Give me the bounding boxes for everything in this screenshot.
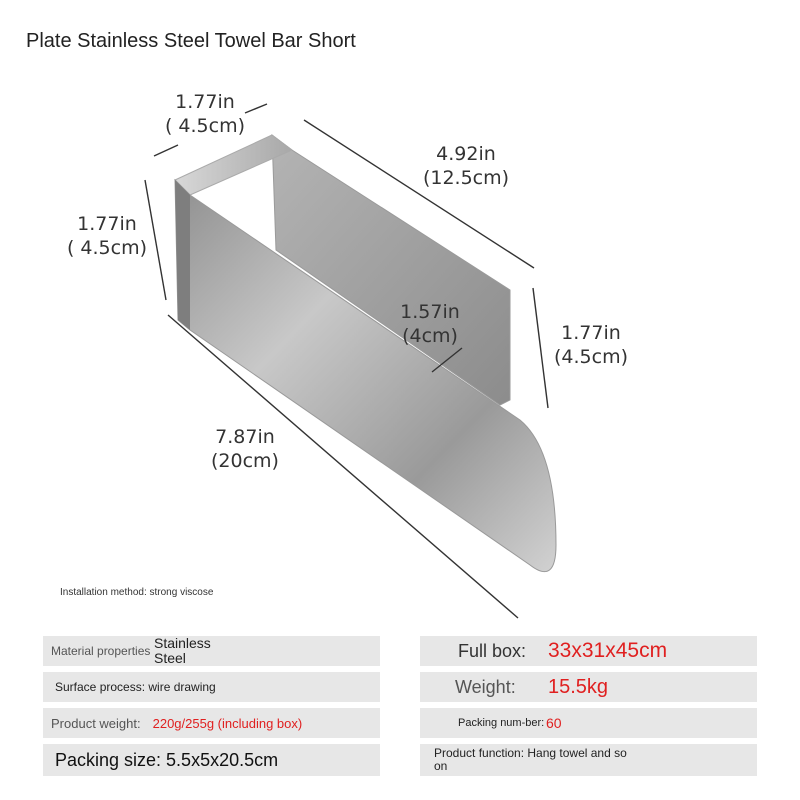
packing-size-cell — [43, 744, 380, 776]
product-function-cell — [420, 744, 757, 776]
surface-cell — [43, 672, 380, 702]
product-weight-label: Product weight: — [51, 715, 141, 731]
installation-method: Installation method: strong viscose — [60, 587, 214, 598]
dim-top-width: 1.77in ( 4.5cm) — [164, 91, 246, 137]
packing-number-value: 60 — [546, 715, 562, 731]
weight-value: 15.5kg — [548, 675, 609, 698]
packing-number-label: Packing num-ber: — [458, 716, 545, 729]
material-label: Material properties — [51, 644, 151, 658]
dim-inner: 1.57in (4cm) — [400, 301, 460, 347]
material-cell — [43, 636, 380, 666]
page-title: Plate Stainless Steel Towel Bar Short — [26, 30, 356, 52]
full-box-value: 33x31x45cm — [548, 639, 668, 662]
product-function-text: Product function: Hang towel and so on — [434, 746, 627, 773]
surface-text: Surface process: wire drawing — [55, 680, 216, 694]
dim-right-height: 1.77in (4.5cm) — [554, 322, 628, 368]
dim-length-top: 4.92in (12.5cm) — [422, 143, 510, 189]
product-weight-cell — [43, 708, 380, 738]
weight-cell — [420, 672, 757, 702]
product-weight-value: 220g/255g (including box) — [152, 715, 303, 731]
material-value: Stainless Steel — [154, 636, 211, 666]
full-box-label: Full box: — [458, 640, 527, 661]
packing-size-text: Packing size: 5.5x5x20.5cm — [55, 749, 279, 770]
dim-bottom-length: 7.87in (20cm) — [211, 426, 279, 472]
dim-left-height: 1.77in ( 4.5cm) — [66, 213, 148, 259]
full-box-cell — [420, 636, 757, 666]
packing-number-cell — [420, 708, 757, 738]
weight-label: Weight: — [455, 676, 516, 697]
